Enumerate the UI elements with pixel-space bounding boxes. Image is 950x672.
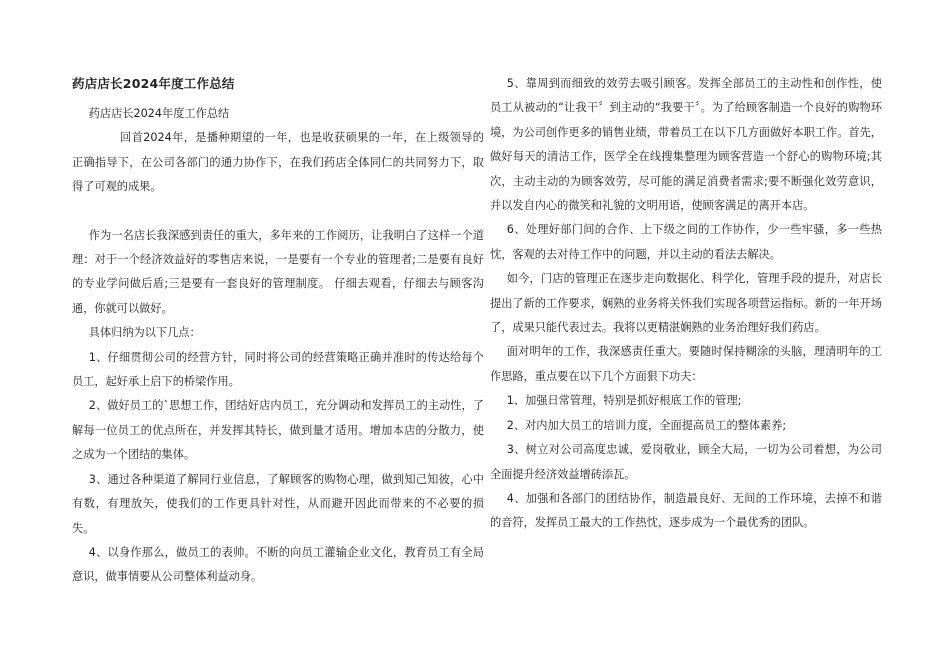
list-item: 1、仔细贯彻公司的经营方针，同时将公司的经营策略正确并准时的传达给每个员工，起好承上启下的桥梁作用。 — [72, 350, 484, 389]
blank-line — [72, 200, 484, 224]
intro-paragraph: 回首2024年，是播种期望的一年，也是收获硕果的一年，在上级领导的正确指导下，在公司各部门的通力协作下，在我们药店全体同仁的共同努力下，取得了可观的成果。 — [72, 131, 484, 194]
subtitle-paragraph: 药店店长2024年度工作总结 — [88, 107, 230, 120]
list-item: 4、加强和各部门的团结协作，制造最良好、无间的工作环境，去掉不和谐的音符，发挥员工最大的工作热忱，逐步成为一个最优秀的团队。 — [490, 491, 882, 530]
list-item: 4、以身作那么，做员工的表帅。不断的向员工灌输企业文化，教育员工有全局意识，做事情要从公司整体利益动身。 — [72, 545, 484, 584]
right-column — [490, 72, 882, 536]
document-title: 药店店长2024年度工作总结 — [72, 76, 235, 91]
list-item: 3、树立对公司高度忠诚，爱岗敬业，顾全大局，一切为公司着想，为公司全面提升经济效益增砖添瓦。 — [490, 443, 882, 481]
list-item: 2、对内加大员工的培训力度，全面提高员工的整体素养; — [506, 418, 787, 432]
list-heading: 具体归纳为以下几点： — [88, 326, 201, 340]
list-item: 2、做好员工的`思想工作，团结好店内员工，充分调动和发挥员工的主动性，了解每一位员工的优点所在，并发挥其特长，做到量才适用。增加本店的分散力，使之成为一个团结的集体。 — [72, 399, 484, 462]
list-item: 5、靠周到而细致的效劳去吸引顾客。发挥全部员工的主动性和创作性，使员工从被动的“让我干〞到主动的“我要干〞。为了给顾客制造一个良好的购物环境，为公司创作更多的销售业绩，带着员工在以下几方面做好本职工作。首先，做好每天的清洁工作，医学全在线搜集整理为顾客营造一个舒心的购物环境;其次，主动主动的为顾客效劳，尽可能的满足消费者需求;要不断强化效劳意识，并以发自内心的微笑和礼貌的文明用语，使顾客满足的离开本店。 — [490, 77, 882, 213]
body-paragraph: 面对明年的工作，我深感责任重大。要随时保持糊涂的头脑，理清明年的工作思路，重点要在以下几个方面狠下功夫： — [490, 345, 882, 383]
list-item: 1、加强日常管理，特别是抓好根底工作的管理; — [506, 394, 742, 408]
list-item: 6、处理好部门间的合作、上下级之间的工作协作，少一些牢骚，多一些热忱，客观的去对待工作中的问题，并以主动的看法去解决。 — [490, 223, 882, 261]
body-paragraph: 如今，门店的管理正在逐步走向数据化、科学化，管理手段的提升，对店长提出了新的工作要求，娴熟的业务将关怀我们实现各项营运指标。新的一年开场了，成果只能代表过去。我将以更精湛娴熟的业务治理好我们药店。 — [490, 272, 882, 335]
left-column — [72, 72, 484, 590]
list-item: 3、通过各种渠道了解同行业信息，了解顾客的购物心理，做到知己知彼，心中有数，有理放矢，使我们的工作更具针对性，从而避开因此而带来的不必要的损失。 — [72, 472, 484, 535]
body-paragraph: 作为一名店长我深感到责任的重大，多年来的工作阅历，让我明白了这样一个道理：对于一个经济效益好的零售店来说，一是要有一个专业的管理者;二是要有良好的专业学问做后盾;三是要有一套良好的管理制度。 仔细去观看，仔细去与顾客沟通，你就可以做好。 — [72, 228, 484, 315]
